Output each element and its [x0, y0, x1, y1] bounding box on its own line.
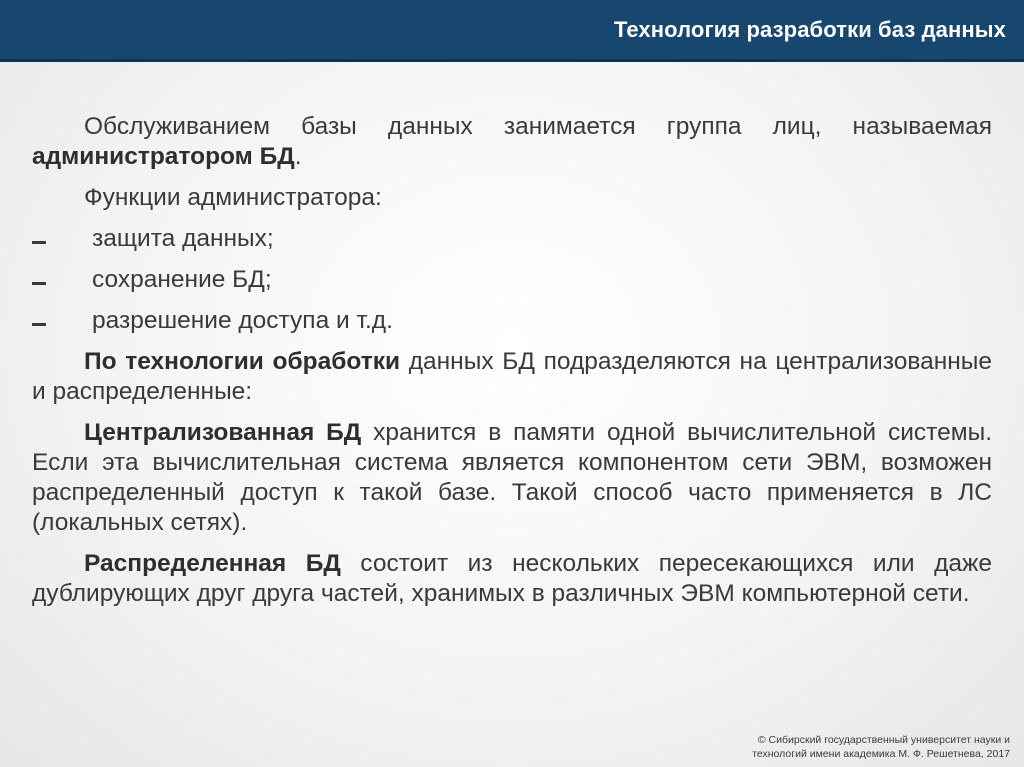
paragraph-admin-end: . [294, 143, 302, 170]
paragraph-functions: Функции администратора: [84, 184, 382, 211]
paragraph-distributed [32, 549, 992, 609]
bullet-item [32, 224, 992, 254]
dash-bullet-icon [32, 323, 46, 326]
paragraph-admin-bold: администратором БД [32, 143, 295, 170]
slide-header [0, 0, 1024, 62]
paragraph-centralized-bold: Централизованная БД [84, 419, 362, 446]
bullet-item-text: разрешение доступа и т.д. [92, 307, 393, 334]
paragraph-technology [32, 347, 992, 407]
paragraph-technology-text: данных БД подразделяются на централизованные и распределенные: [32, 348, 992, 405]
copyright-footer [752, 733, 1010, 761]
slide-content [32, 112, 992, 620]
paragraph-admin [32, 112, 992, 172]
paragraph-centralized [32, 418, 992, 538]
paragraph-technology-bold: По технологии обработки [84, 348, 401, 375]
copyright-line: © Сибирский государственный университет науки и [757, 734, 1010, 746]
bullet-item [32, 265, 992, 295]
dash-bullet-icon [32, 282, 46, 285]
dash-bullet-icon [32, 241, 46, 244]
paragraph-distributed-text: состоит из нескольких пересекающихся или даже дублирующих друг друга частей, хранимых в различных ЭВМ компьютерной сети. [32, 550, 993, 607]
copyright-line: технологий имени академика М. Ф. Решетнева, 2017 [752, 748, 1010, 760]
paragraph-centralized-text: хранится в памяти одной вычислительной системы. Если эта вычислительная система является компонентом сети ЭВМ, возможен распределенный доступ к такой базе. Такой способ часто применяется в ЛС (локальных сетях). [32, 419, 993, 536]
paragraph-distributed-bold: Распределенная БД [84, 550, 341, 577]
bullet-item-text: сохранение БД; [92, 266, 272, 293]
paragraph-admin-text: Обслуживанием базы данных занимается группа лиц, называемая [84, 113, 992, 140]
slide-title: Технология разработки баз данных [613, 17, 1006, 42]
bullet-item-text: защита данных; [92, 225, 274, 252]
bullet-item [32, 306, 992, 336]
